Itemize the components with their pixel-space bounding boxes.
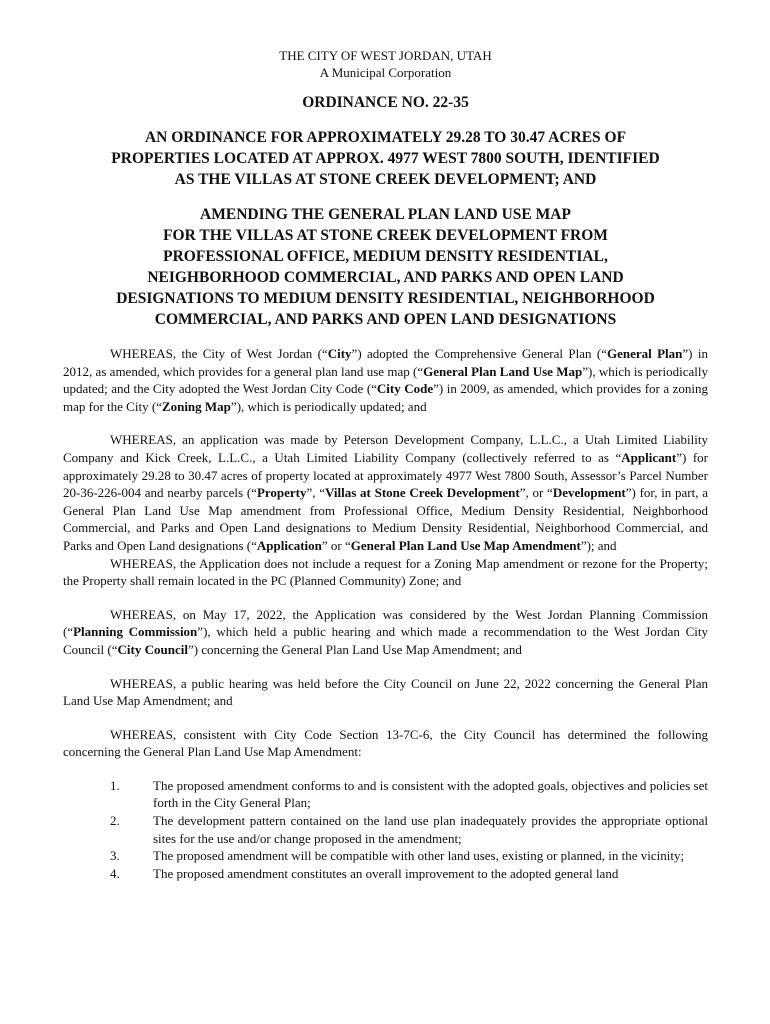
defined-term-land-use-map: General Plan Land Use Map: [423, 363, 583, 379]
defined-term-amendment: General Plan Land Use Map Amendment: [350, 537, 581, 553]
list-item-number: 4.: [110, 865, 120, 881]
city-name-line: THE CITY OF WEST JORDAN, UTAH: [279, 48, 492, 63]
list-item-text: The proposed amendment conforms to and is consistent with the adopted goals, objectives and policies set forth in the City General Plan;: [153, 777, 708, 811]
whereas-paragraph-general-plan: [63, 345, 708, 415]
title-line: DESIGNATIONS TO MEDIUM DENSITY RESIDENTIAL, NEIGHBORHOOD: [116, 290, 655, 307]
whereas-paragraph-application: [63, 431, 708, 554]
paragraph-text: WHEREAS, an application was made by Peterson Development Company, L.L.C., a Utah Limited Liability Company and Kick Creek, L.L.C., a Utah Limited Liability Company (collectively referred to as “: [63, 432, 708, 465]
title-line: AN ORDINANCE FOR APPROXIMATELY 29.28 TO 30.47 ACRES OF: [144, 129, 627, 146]
defined-term-general-plan: General Plan: [606, 346, 683, 361]
defined-term-application: Application: [256, 537, 322, 553]
list-item: [63, 847, 708, 865]
defined-term-zoning-map: Zoning Map: [161, 398, 231, 414]
paragraph-text: ” or “: [321, 537, 351, 553]
defined-term-city: City: [327, 346, 352, 361]
list-item: [63, 812, 708, 847]
ordinance-title-part-1: [63, 127, 708, 190]
list-item-number: 1.: [110, 777, 120, 793]
defined-term-applicant: Applicant: [621, 449, 677, 465]
title-line: AMENDING THE GENERAL PLAN LAND USE MAP: [200, 206, 571, 223]
paragraph-text: ”), which is periodically updated; and: [230, 398, 427, 414]
whereas-paragraph-findings-intro: WHEREAS, consistent with City Code Section 13-7C-6, the City Council has determined the following concerning the General Plan Land Use Map Amendment:: [63, 726, 708, 760]
ordinance-number: ORDINANCE NO. 22-35: [302, 94, 469, 111]
title-line: PROPERTIES LOCATED AT APPROX. 4977 WEST 7800 SOUTH, IDENTIFIED: [111, 150, 660, 167]
list-item-text: The proposed amendment constitutes an overall improvement to the adopted general land: [153, 865, 619, 881]
paragraph-text: WHEREAS, the City of West Jordan (“: [110, 346, 328, 361]
paragraph-text: ”) for, in part, a General Plan Land Use Map amendment from Professional Office, Medium Density Residential, Neighborhood Commercial, and Parks and Open Land designations to Medium Density Residential, Neighborhood Commercial, and Parks and Open Land designations (“: [63, 485, 708, 553]
title-line: AS THE VILLAS AT STONE CREEK DEVELOPMENT; AND: [174, 171, 597, 188]
paragraph-text: ”); and: [580, 537, 617, 553]
paragraph-text: WHEREAS, on May 17, 2022, the Application was considered by the West Jordan Planning Commission (“: [63, 606, 708, 640]
paragraph-text: ”) concerning the General Plan Land Use Map Amendment; and: [187, 641, 522, 657]
defined-term-development: Development: [552, 485, 626, 501]
paragraph-text: ”), which held a public hearing and which made a recommendation to the West Jordan City Council (“: [63, 624, 708, 657]
whereas-paragraph-public-hearing: WHEREAS, a public hearing was held before the City Council on June 22, 2022 concerning the General Plan Land Use Map Amendment; and: [63, 675, 708, 709]
corporation-line: A Municipal Corporation: [319, 65, 452, 80]
list-item: [63, 865, 708, 883]
title-line: NEIGHBORHOOD COMMERCIAL, AND PARKS AND OPEN LAND: [147, 269, 624, 286]
paragraph-text: ”, “: [306, 485, 326, 501]
list-item-number: 2.: [110, 813, 120, 829]
ordinance-page: [63, 47, 708, 882]
paragraph-text: ”) in 2012, as amended, which provides for a general plan land use map (“: [63, 346, 708, 379]
list-item: [63, 777, 708, 812]
defined-term-city-council: City Council: [117, 641, 188, 657]
whereas-paragraph-planning-commission: [63, 606, 708, 659]
paragraph-text: ”), which is periodically updated; and the City adopted the West Jordan City Code (“: [63, 363, 708, 397]
title-line: COMMERCIAL, AND PARKS AND OPEN LAND DESIGNATIONS: [154, 311, 617, 328]
findings-list: [63, 777, 708, 883]
paragraph-text: ”, or “: [519, 485, 553, 501]
defined-term-property: Property: [256, 485, 307, 501]
defined-term-city-code: City Code: [376, 381, 434, 397]
list-item-number: 3.: [110, 848, 120, 864]
paragraph-text: ”) for approximately 29.28 to 30.47 acres of property located at approximately 4977 West 7800 South, Assessor’s Parcel Number 20-36-226-004 and nearby parcels (“: [63, 449, 708, 501]
title-line: PROFESSIONAL OFFICE, MEDIUM DENSITY RESIDENTIAL,: [163, 248, 608, 265]
title-line: FOR THE VILLAS AT STONE CREEK DEVELOPMENT FROM: [163, 227, 608, 244]
list-item-text: The development pattern contained on the land use plan inadequately provides the appropriate optional sites for the use and/or change proposed in the amendment;: [153, 813, 708, 846]
whereas-paragraph-no-rezone: WHEREAS, the Application does not include a request for a Zoning Map amendment or rezone for the Property; the Property shall remain located in the PC (Planned Community) Zone; and: [63, 555, 708, 589]
ordinance-title-part-2: [63, 204, 708, 330]
defined-term-planning-commission: Planning Commission: [73, 624, 198, 640]
list-item-text: The proposed amendment will be compatible with other land uses, existing or planned, in the vicinity;: [153, 848, 685, 864]
defined-term-villas: Villas at Stone Creek Development: [325, 485, 520, 501]
paragraph-text: ”) in 2009, as amended, which provides for a zoning map for the City (“: [63, 381, 709, 414]
paragraph-text: ”) adopted the Comprehensive General Plan (“: [351, 346, 607, 361]
